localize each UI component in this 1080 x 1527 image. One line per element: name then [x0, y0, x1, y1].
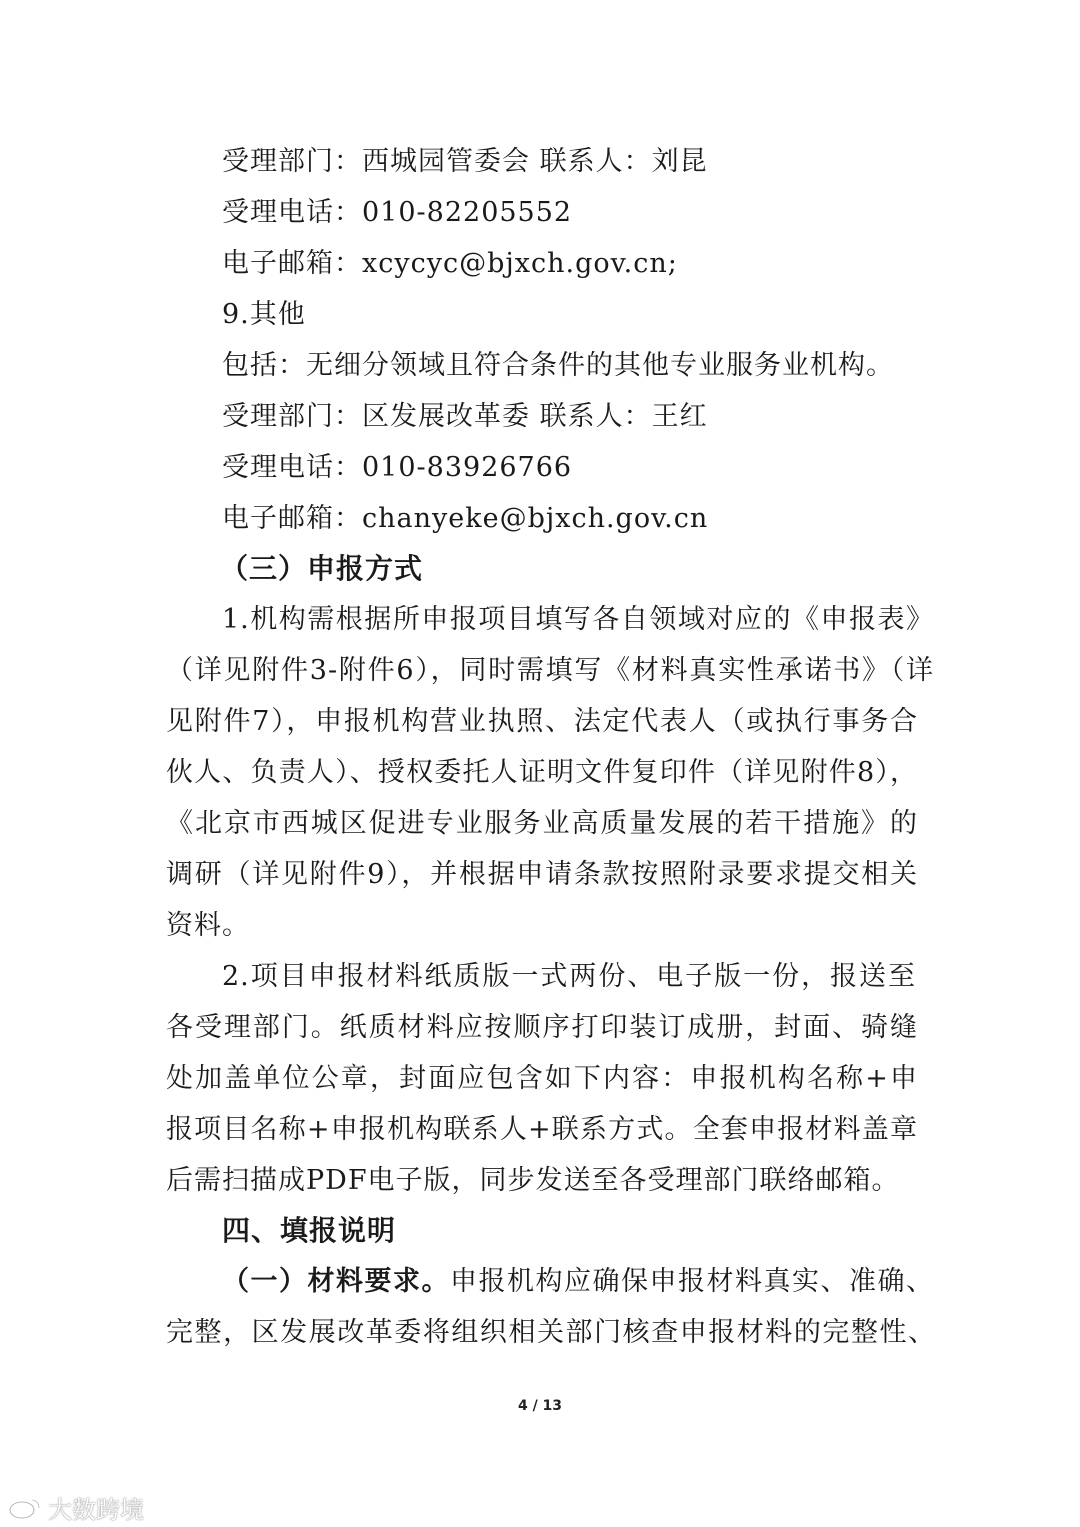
contact-dept-xicheng: 受理部门：西城园管委会 联系人：刘昆: [222, 146, 708, 177]
para1-line6: 调研（详见附件9），并根据申请条款按照附录要求提交相关: [166, 859, 918, 890]
watermark: [8, 1490, 144, 1525]
para2-line2: 各受理部门。纸质材料应按顺序打印装订成册，封面、骑缝: [166, 1012, 918, 1043]
section-item-9-title: 9.其他: [222, 299, 306, 330]
para2-line5: 后需扫描成PDF电子版，同步发送至各受理部门联络邮箱。: [166, 1165, 900, 1196]
contact-email-fgw: 电子邮箱：chanyeke@bjxch.gov.cn: [222, 503, 709, 534]
page-number: 4 / 13: [517, 1398, 563, 1414]
contact-dept-fgw: 受理部门：区发展改革委 联系人：王红: [222, 401, 708, 432]
contact-email-xicheng: 电子邮箱：xcycyc@bjxch.gov.cn;: [222, 248, 678, 279]
para2-line4: 报项目名称+申报机构联系人+联系方式。全套申报材料盖章: [166, 1114, 918, 1145]
para1-line1: 1.机构需根据所申报项目填写各自领域对应的《申报表》: [222, 604, 934, 635]
weibo-style-logo-icon: [8, 1497, 42, 1519]
para3-lead-rest: 申报机构应确保申报材料真实、准确、: [450, 1266, 934, 1297]
para2-line3: 处加盖单位公章，封面应包含如下内容：申报机构名称+申: [166, 1063, 918, 1094]
para3-line2: 完整，区发展改革委将组织相关部门核查申报材料的完整性、: [166, 1317, 936, 1348]
watermark-text: 大数跨境: [48, 1496, 144, 1524]
contact-phone-fgw: 受理电话：010-83926766: [222, 452, 573, 483]
para3-bold-lead: （一）材料要求。: [222, 1266, 450, 1297]
para1-line4: 伙人、负责人）、授权委托人证明文件复印件（详见附件8），: [166, 757, 918, 788]
para1-line7: 资料。: [166, 910, 250, 941]
para1-line2: （详见附件3-附件6），同时需填写《材料真实性承诺书》（详: [166, 655, 934, 686]
subsection-heading-application-method: （三）申报方式: [220, 552, 424, 585]
para1-line5: 《北京市西城区促进专业服务业高质量发展的若干措施》的: [166, 808, 918, 839]
section-item-9-scope: 包括：无细分领域且符合条件的其他专业服务业机构。: [222, 350, 894, 381]
para3-line1: [222, 1264, 934, 1300]
para1-line3: 见附件7），申报机构营业执照、法定代表人（或执行事务合: [166, 706, 918, 737]
contact-phone-xicheng: 受理电话：010-82205552: [222, 197, 573, 228]
para2-line1: 2.项目申报材料纸质版一式两份、电子版一份，报送至: [222, 961, 916, 992]
section-heading-filling-instructions: 四、填报说明: [222, 1214, 397, 1247]
